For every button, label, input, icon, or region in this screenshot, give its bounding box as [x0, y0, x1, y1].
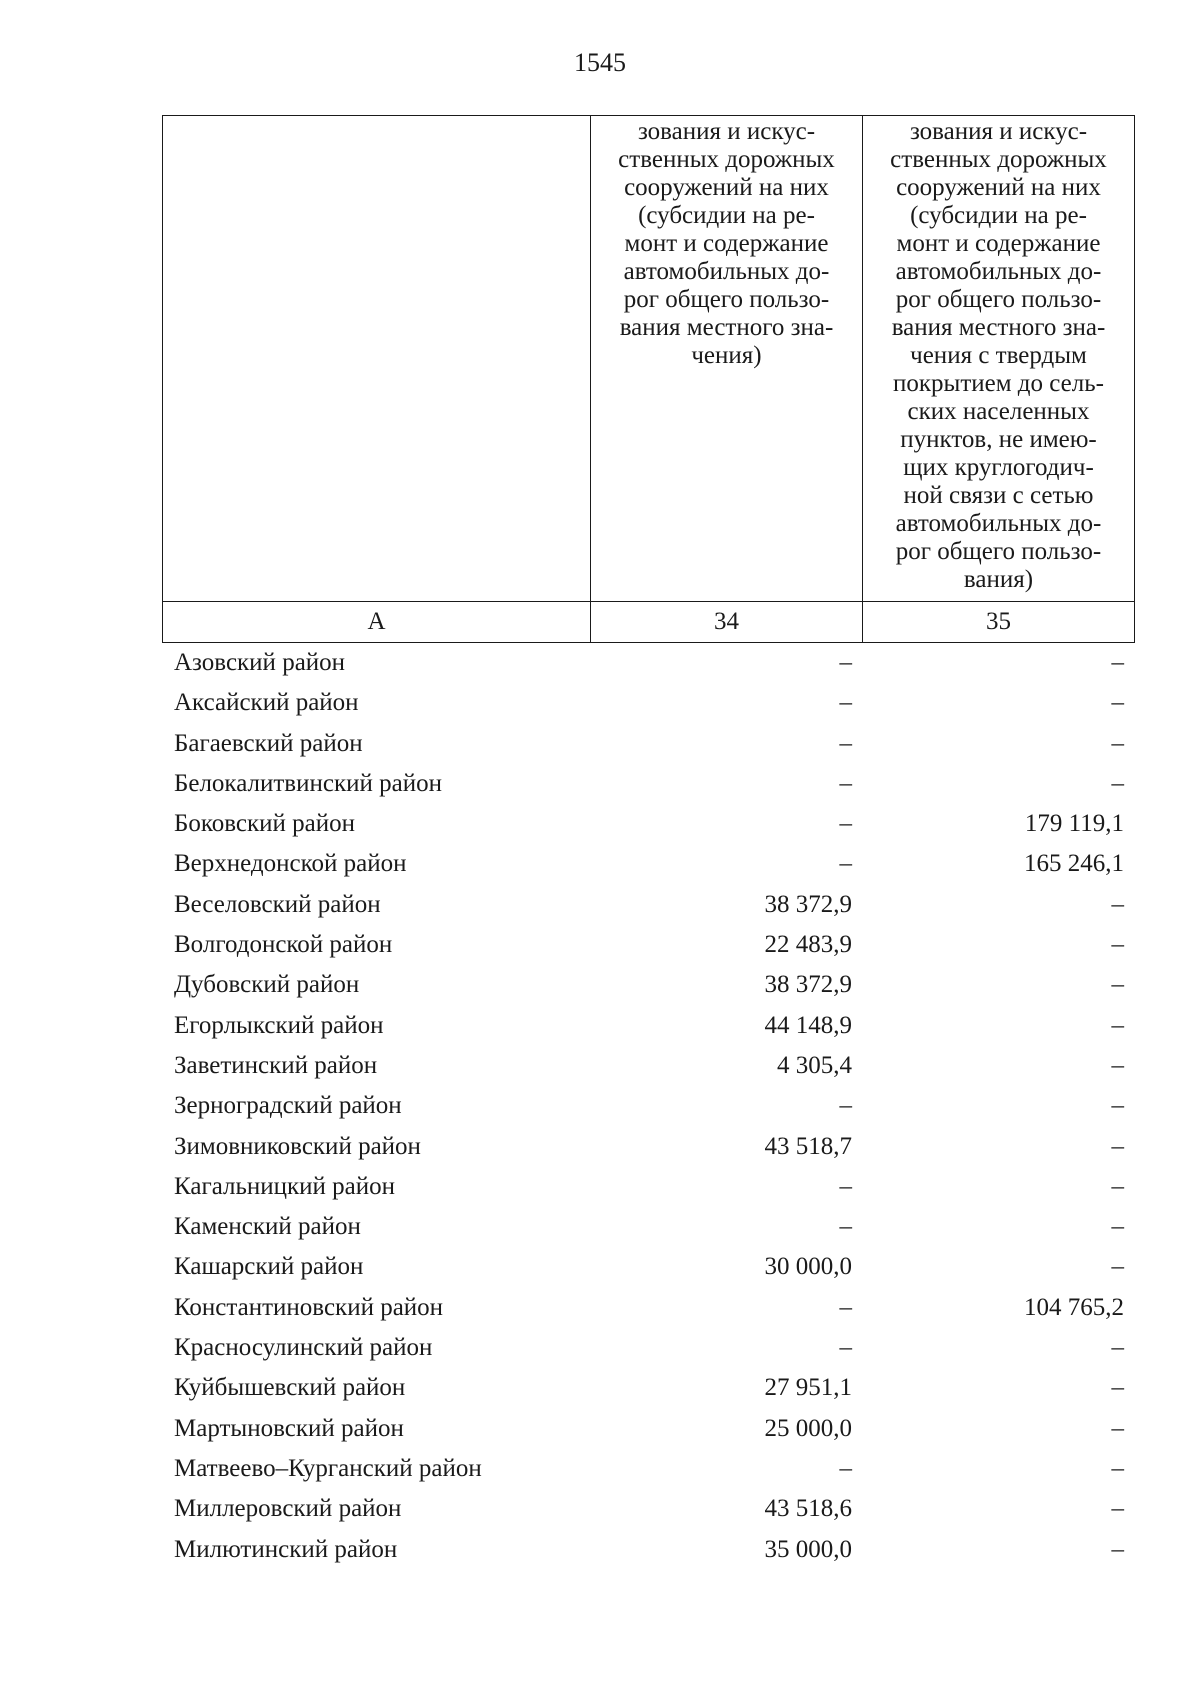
row-name: Верхнедонской район [174, 850, 407, 878]
row-value-35: – [1111, 890, 1124, 918]
row-value-34: – [839, 1293, 852, 1321]
row-value-34: 30 000,0 [764, 1253, 852, 1281]
page-number: 1545 [574, 48, 626, 77]
row-value-35: – [1111, 1414, 1124, 1442]
row-value-34: – [839, 1172, 852, 1200]
row-name: Зимовниковский район [174, 1132, 421, 1160]
table-row [162, 1046, 1134, 1086]
table-row [162, 1368, 1134, 1408]
column-label-34: 34 [591, 602, 863, 643]
row-value-34: – [839, 769, 852, 797]
row-value-34: 25 000,0 [764, 1414, 852, 1442]
row-name: Зерноградский район [174, 1092, 402, 1120]
table-row [162, 1288, 1134, 1328]
row-value-35: – [1111, 689, 1124, 717]
row-value-35: – [1111, 1011, 1124, 1039]
row-name: Каменский район [174, 1213, 361, 1241]
row-value-35: – [1111, 1172, 1124, 1200]
row-value-34: 35 000,0 [764, 1535, 852, 1563]
table-row [162, 965, 1134, 1005]
row-name: Кашарский район [174, 1253, 364, 1281]
row-name: Егорлыкский район [174, 1011, 384, 1039]
table-row [162, 844, 1134, 884]
table-header [162, 115, 1135, 643]
row-name: Красносулинский район [174, 1334, 433, 1362]
row-value-34: – [839, 729, 852, 757]
row-value-35: – [1111, 1092, 1124, 1120]
row-name: Кагальницкий район [174, 1172, 396, 1200]
row-value-35: – [1111, 1051, 1124, 1079]
row-value-35: – [1111, 1495, 1124, 1523]
table-row [162, 643, 1134, 683]
table-row [162, 1449, 1134, 1489]
table-row [162, 1328, 1134, 1368]
header-text-35: зования и искус- ственных дорожных сооружений на них (субсидии на ре- монт и содержание автомобильных до- рог общего пользо- вания местного зна- чения с твердым покрытием до сель- ских населенных пунктов, не имею- щих круглогодич- ной связи с сетью автомобильных до- рог общего пользо- вания) [890, 118, 1107, 593]
table-row [162, 885, 1134, 925]
row-value-35: – [1111, 971, 1124, 999]
header-text-34: зования и искус- ственных дорожных сооружений на них (субсидии на ре- монт и содержание автомобильных до- рог общего пользо- вания местного зна- чения) [618, 118, 835, 369]
row-value-34: 43 518,7 [764, 1132, 852, 1160]
row-value-35: – [1111, 1253, 1124, 1281]
row-value-35: – [1111, 1132, 1124, 1160]
table-row [162, 683, 1134, 723]
row-value-35: – [1111, 729, 1124, 757]
table-row [162, 1489, 1134, 1529]
row-value-34: 38 372,9 [764, 971, 852, 999]
row-value-35: – [1111, 1535, 1124, 1563]
header-cell-34 [591, 116, 863, 602]
row-value-35: – [1111, 769, 1124, 797]
row-value-35: – [1111, 931, 1124, 959]
table-row [162, 925, 1134, 965]
table-row [162, 804, 1134, 844]
row-name: Матвеево–Курганский район [174, 1454, 482, 1482]
row-name: Аксайский район [174, 689, 359, 717]
table-row [162, 724, 1134, 764]
row-value-34: 22 483,9 [764, 931, 852, 959]
row-value-34: – [839, 1213, 852, 1241]
row-name: Веселовский район [174, 890, 381, 918]
table-row [162, 764, 1134, 804]
row-name: Азовский район [174, 649, 346, 676]
row-value-34: – [839, 1454, 852, 1482]
table-row [162, 1409, 1134, 1449]
row-value-34: – [839, 850, 852, 878]
row-name: Белокалитвинский район [174, 769, 442, 797]
table-row [162, 1086, 1134, 1126]
table-row [162, 1530, 1134, 1570]
row-value-34: – [839, 810, 852, 838]
row-name: Мартыновский район [174, 1414, 404, 1442]
row-name: Заветинский район [174, 1051, 378, 1079]
row-value-35: – [1111, 1454, 1124, 1482]
table-row [162, 1207, 1134, 1247]
row-name: Миллеровский район [174, 1495, 402, 1523]
row-value-34: 4 305,4 [777, 1051, 852, 1079]
row-value-35: – [1111, 1213, 1124, 1241]
table-body [162, 643, 1134, 1570]
row-name: Багаевский район [174, 729, 363, 757]
row-name: Боковский район [174, 810, 355, 838]
row-value-34: – [839, 649, 852, 676]
row-name: Волгодонской район [174, 931, 393, 959]
header-row [163, 116, 1135, 602]
row-value-34: 43 518,6 [764, 1495, 852, 1523]
row-value-34: 27 951,1 [764, 1374, 852, 1402]
row-name: Милютинский район [174, 1535, 398, 1563]
row-value-35: – [1111, 1334, 1124, 1362]
row-value-35: 179 119,1 [1024, 810, 1124, 838]
row-name: Куйбышевский район [174, 1374, 406, 1402]
table-row [162, 1247, 1134, 1287]
header-cell-35 [863, 116, 1135, 602]
row-value-34: 44 148,9 [764, 1011, 852, 1039]
row-value-34: – [839, 689, 852, 717]
table-row [162, 1167, 1134, 1207]
table-row [162, 1006, 1134, 1046]
column-label-35: 35 [863, 602, 1135, 643]
row-value-34: 38 372,9 [764, 890, 852, 918]
row-value-35: – [1111, 1374, 1124, 1402]
row-value-35: 165 246,1 [1024, 850, 1124, 878]
row-value-34: – [839, 1092, 852, 1120]
row-name: Константиновский район [174, 1293, 444, 1321]
row-name: Дубовский район [174, 971, 360, 999]
row-value-35: 104 765,2 [1024, 1293, 1124, 1321]
column-label-a: А [163, 602, 591, 643]
table-row [162, 1127, 1134, 1167]
column-number-row [163, 602, 1135, 643]
header-cell-a [163, 116, 591, 602]
row-value-35: – [1111, 649, 1124, 676]
row-value-34: – [839, 1334, 852, 1362]
